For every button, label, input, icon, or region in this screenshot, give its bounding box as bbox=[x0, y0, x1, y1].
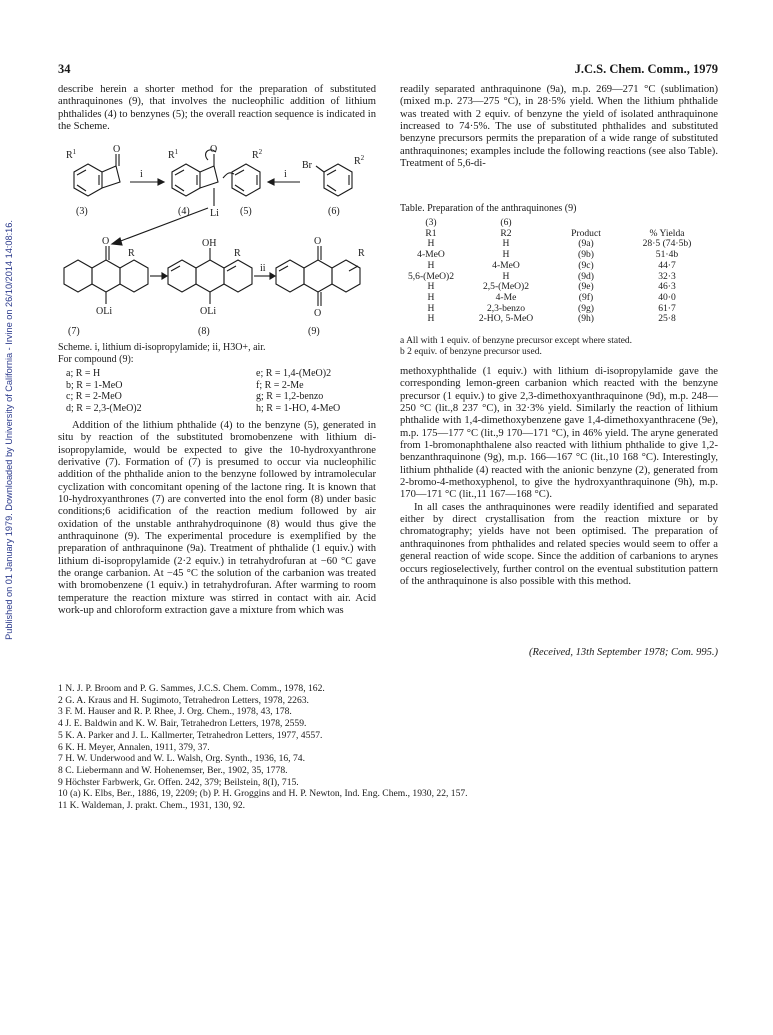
table-row: 4-MeO H (9b) 51·4b bbox=[417, 249, 679, 261]
step-i-label: i bbox=[140, 169, 143, 180]
reference: 6 K. H. Meyer, Annalen, 1911, 379, 37. bbox=[58, 741, 210, 753]
table-header-row: (3) (6) bbox=[425, 217, 512, 228]
r2-label-5: $R^2$ bbox=[252, 148, 263, 161]
reference: 2 G. A. Kraus and H. Sugimoto, Tetrahedron Letters, 1978, 2263. bbox=[58, 694, 309, 706]
li-label: Li bbox=[210, 208, 219, 219]
compound-legend: a; R = H e; R = 1,4-(MeO)2 b; R = 1-MeO f; R = 2-Me c; R = 2-MeO g; R = 1,2-benzo d; R = 2,3-(MeO)2 h; R = 1-HO, 4-MeO bbox=[66, 368, 341, 414]
r-label-7: R bbox=[128, 248, 135, 259]
download-watermark: Published on 01 January 1979. Downloaded by University of California - Irvine on 26/10/2014 14:08:16. bbox=[4, 220, 14, 640]
left-body: Addition of the lithium phthalide (4) to the benzyne (5), generated in situ by reaction of the substituted bromobenzene with lithium di-isopropylamide, would be expected to give the 10-hydroxyanthrone derivative (7). Formation of (7) is presumed to occur via nucleophilic addition of the phthalide anion to the benzyne followed by intramolecular cyclization with concomitant opening of the lactone ring. It is known that 10-hydroxyanthrones (7) are converted into the enol form (8) under basic conditions;6 acidification of the reaction medium followed by air oxidation of the unstable anthrahydroquinone (8) would thus give the anthraquinone (9). The experimental procedure is exemplified by the preparation of anthraquinone (9a). Treatment of phthalide (1 equiv.) with lithium di-isopropylamide (2·2 equiv.) in tetrahydrofuran at −60 °C gave the orange carbanion. At −45 °C the solution of the carbanion was treated with bromobenzene (1 equiv.) in tetrahydrofuran. After warming to room temperature the reaction mixture was stirred in contact with air. Acid work-up and chloroform extraction gave a mixture from which was bbox=[58, 420, 376, 617]
compound-5-label: (5) bbox=[240, 206, 252, 217]
compound-8-label: (8) bbox=[198, 326, 210, 337]
table-row: H 4-MeO (9c) 44·7 bbox=[427, 259, 676, 271]
br-label: Br bbox=[302, 160, 312, 171]
o-label-3: O bbox=[113, 144, 121, 155]
table-title: Table. Preparation of the anthraquinones (9) bbox=[400, 203, 577, 214]
o-label-7: O bbox=[102, 236, 110, 247]
received-date: (Received, 13th September 1978; Com. 995.) bbox=[529, 647, 718, 658]
step-i-label-2: i bbox=[284, 169, 287, 180]
reference: 3 F. M. Hauser and R. P. Rhee, J. Org. Chem., 1978, 43, 178. bbox=[58, 706, 292, 718]
compound-7-label: (7) bbox=[68, 326, 80, 337]
o-label-9: O bbox=[314, 236, 322, 247]
table-row: H 2,3-benzo (9g) 61·7 bbox=[427, 302, 676, 314]
reaction-scheme bbox=[58, 142, 388, 352]
r1-label-4: $R^1$ bbox=[168, 148, 179, 161]
table-header-row: R1 R2 Product % Yielda bbox=[425, 227, 685, 239]
oli-label-8: OLi bbox=[200, 306, 217, 317]
r2-label-6: $R^2$ bbox=[354, 154, 365, 167]
compound-3-label: (3) bbox=[76, 206, 88, 217]
table-row: H 2-HO, 5-MeO (9h) 25·8 bbox=[427, 313, 676, 325]
reference: 9 Höchster Farbwerk, Gr. Offen. 242, 379; Beilstein, 8(I), 715. bbox=[58, 776, 299, 788]
table-row: 5,6-(MeO)2 H (9d) 32·3 bbox=[407, 270, 676, 282]
table-row: H 4-Me (9f) 40·0 bbox=[427, 291, 676, 303]
journal-header: J.C.S. Chem. Comm., 1979 bbox=[574, 62, 718, 76]
reference: 8 C. Liebermann and W. Hohenemser, Ber., 1902, 35, 1778. bbox=[58, 764, 288, 776]
reference: 10 (a) K. Elbs, Ber., 1886, 19, 2209; (b) P. H. Groggins and H. P. Newton, Ind. Eng. Chem., 1930, 22, 157. bbox=[58, 788, 468, 800]
reference: 4 J. E. Baldwin and K. W. Bair, Tetrahedron Letters, 1978, 2559. bbox=[58, 718, 307, 730]
anthraquinone-table bbox=[400, 218, 712, 325]
table-footnotes: a All with 1 equiv. of benzyne precursor except where stated. b 2 equiv. of benzyne precursor used. bbox=[400, 336, 633, 357]
reference: 1 N. J. P. Broom and P. G. Sammes, J.C.S. Chem. Comm., 1978, 162. bbox=[58, 683, 325, 694]
right-top: readily separated anthraquinone (9a), m.p. 269—271 °C (sublimation) (mixed m.p. 273—275 °C), in 28·5% yield. When the lithium phthalide was treated with 2 equiv. of benzyne the yield of isolated anthraquinone increased to 74·5%. The use of substituted phthalides and substituted benzyne precursors permits the preparation of a wide range of substituted anthraquinones; examples include the following reactions (see also Table). Treatment of 5,6-di- bbox=[400, 84, 718, 170]
o-label-9b: O bbox=[314, 308, 322, 319]
compound-6-label: (6) bbox=[328, 206, 340, 217]
page-number: 34 bbox=[58, 62, 71, 76]
o-label-4: O bbox=[210, 144, 218, 155]
left-intro: describe herein a shorter method for the preparation of substituted anthraquinones (9), that involves the nucleophilic addition of lithium phthalides (4) to benzynes (5); the overall reaction sequence is indicated in the Scheme. bbox=[58, 84, 376, 133]
right-body: methoxyphthalide (1 equiv.) with lithium di-isopropylamide gave the corresponding lemon-green carbanion which reacted with the benzyne precursor (1 equiv.) to give 2,3-dimethoxyanthraquinone (9d), m.p. 248—250 °C (lit.,8 237 °C), in 32·3% yield. Similarly the reaction of lithium phthalide with 1,4-dimethoxybenzene gave 1,4-dimethoxyanthracene (9e), m.p. 175—177 °C (lit.,9 170—171 °C), in 46% yield. The aryne generated from 1-bromonaphthalene also reacted with lithium phthalide to give 1,2-benzanthraquinone (9g), m.p. 166—167 °C (lit.,10 168 °C). Interestingly, lithium phthalide (4) reacted with the anionic benzyne (2), generated from 2-bromo-4-methoxyphenol, to give the hydroxyanthraquinone (9h), m.p. 170—171 °C (lit.,11 167—168 °C). In all cases the anthraquinones were readily identified and separated either by direct crystallisation from the reaction mixture or by chromatography; yields have not been optimised. The preparation of anthraquinones from phthalides and related species would seem to offer a general reaction of wide scope. Since the addition of carbanions to arynes occurs regioselectively, further control on the eventual substitution pattern of the anthraquinone is also possible with this method. bbox=[400, 366, 718, 587]
reference: 7 H. W. Underwood and W. L. Walsh, Org. Synth., 1936, 16, 74. bbox=[58, 753, 305, 765]
step-ii-label: ii bbox=[260, 263, 266, 274]
table-row: H 2,5-(MeO)2 (9e) 46·3 bbox=[427, 281, 676, 293]
table-row: H H (9a) 28·5 (74·5b) bbox=[427, 238, 692, 250]
oli-label-7: OLi bbox=[96, 306, 113, 317]
compound-9-label: (9) bbox=[308, 326, 320, 337]
reference: 5 K. A. Parker and J. L. Kallmerter, Tetrahedron Letters, 1977, 4557. bbox=[58, 729, 323, 741]
r-label-9: R bbox=[358, 248, 365, 259]
reference: 11 K. Waldeman, J. prakt. Chem., 1931, 130, 92. bbox=[58, 800, 246, 812]
references bbox=[58, 683, 718, 812]
oh-label: OH bbox=[202, 238, 217, 249]
r1-label-3: $R^1$ bbox=[66, 148, 77, 161]
scheme-caption: Scheme. i, lithium di-isopropylamide; ii, H3O+, air. For compound (9): bbox=[58, 342, 266, 365]
compound-4-label: (4) bbox=[178, 206, 190, 217]
r-label-8: R bbox=[234, 248, 241, 259]
